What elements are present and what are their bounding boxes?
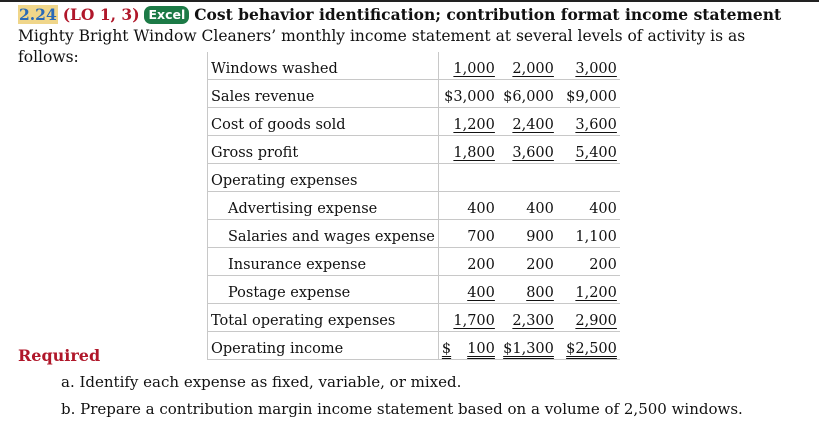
row-label: Sales revenue xyxy=(208,80,439,108)
cell-value: 3,600 xyxy=(512,145,554,161)
cell-value: 200 xyxy=(438,248,498,276)
cell-value: 5,400 xyxy=(575,145,617,161)
requirement-b: b. Prepare a contribution margin income statement based on a volume of 2,500 windows. xyxy=(61,400,743,418)
cell-value: 1,700 xyxy=(453,313,495,329)
requirement-a: a. Identify each expense as fixed, variable, or mixed. xyxy=(61,373,462,391)
cell-value: 1,200 xyxy=(575,285,617,301)
required-heading: Required xyxy=(18,346,101,365)
table-row xyxy=(208,304,620,332)
cell-value: 400 xyxy=(557,192,620,220)
cell-value: $6,000 xyxy=(498,80,557,108)
table-row xyxy=(208,332,620,360)
table-row xyxy=(208,276,620,304)
cell-value xyxy=(442,341,495,357)
learning-objectives: (LO 1, 3) xyxy=(62,5,140,24)
cell-value: 1,200 xyxy=(453,117,495,133)
cell-value: 2,300 xyxy=(512,313,554,329)
table-row xyxy=(208,220,620,248)
cell-value: 3,600 xyxy=(575,117,617,133)
cell-value: 400 xyxy=(467,285,495,301)
cell-value xyxy=(498,164,557,192)
cell-value: 400 xyxy=(498,192,557,220)
cell-value: 400 xyxy=(438,192,498,220)
cell-value: 3,000 xyxy=(575,61,617,77)
cell-value xyxy=(557,164,620,192)
table-row xyxy=(208,164,620,192)
table-row xyxy=(208,52,620,80)
table-row xyxy=(208,80,620,108)
row-label: Operating income xyxy=(208,332,439,360)
excel-badge[interactable]: Excel xyxy=(144,6,189,24)
top-rule xyxy=(0,0,819,2)
table-row xyxy=(208,248,620,276)
cell-value: $2,500 xyxy=(566,341,617,357)
row-label: Postage expense xyxy=(208,276,439,304)
income-statement-table xyxy=(207,52,620,360)
row-label: Cost of goods sold xyxy=(208,108,439,136)
cell-value: 1,000 xyxy=(453,61,495,77)
cell-value: 2,400 xyxy=(512,117,554,133)
cell-value: 800 xyxy=(526,285,554,301)
cell-value: 200 xyxy=(557,248,620,276)
table-row xyxy=(208,108,620,136)
cell-value: $1,300 xyxy=(503,341,554,357)
cell-value: $3,000 xyxy=(438,80,498,108)
row-label: Salaries and wages expense xyxy=(208,220,439,248)
cell-value xyxy=(438,164,498,192)
cell-value: 700 xyxy=(438,220,498,248)
cell-value: $9,000 xyxy=(557,80,620,108)
table-row xyxy=(208,192,620,220)
row-label: Operating expenses xyxy=(208,164,439,192)
row-label: Gross profit xyxy=(208,136,439,164)
row-label: Windows washed xyxy=(208,52,439,80)
row-label: Advertising expense xyxy=(208,192,439,220)
cell-value: 900 xyxy=(498,220,557,248)
cell-value: 200 xyxy=(498,248,557,276)
problem-number: 2.24 xyxy=(19,5,57,24)
cell-value: 2,000 xyxy=(512,61,554,77)
table-row xyxy=(208,136,620,164)
cell-value: 1,100 xyxy=(557,220,620,248)
problem-intro: Mighty Bright Window Cleaners’ monthly income statement at several levels of activity is as follows: xyxy=(18,27,746,66)
currency-sign: $ xyxy=(441,341,452,357)
cell-amount: 100 xyxy=(467,341,495,357)
cell-value: 1,800 xyxy=(453,145,495,161)
cell-value: 2,900 xyxy=(575,313,617,329)
row-label: Total operating expenses xyxy=(208,304,439,332)
problem-title: Cost behavior identification; contribution format income statement xyxy=(194,5,782,24)
row-label: Insurance expense xyxy=(208,248,439,276)
